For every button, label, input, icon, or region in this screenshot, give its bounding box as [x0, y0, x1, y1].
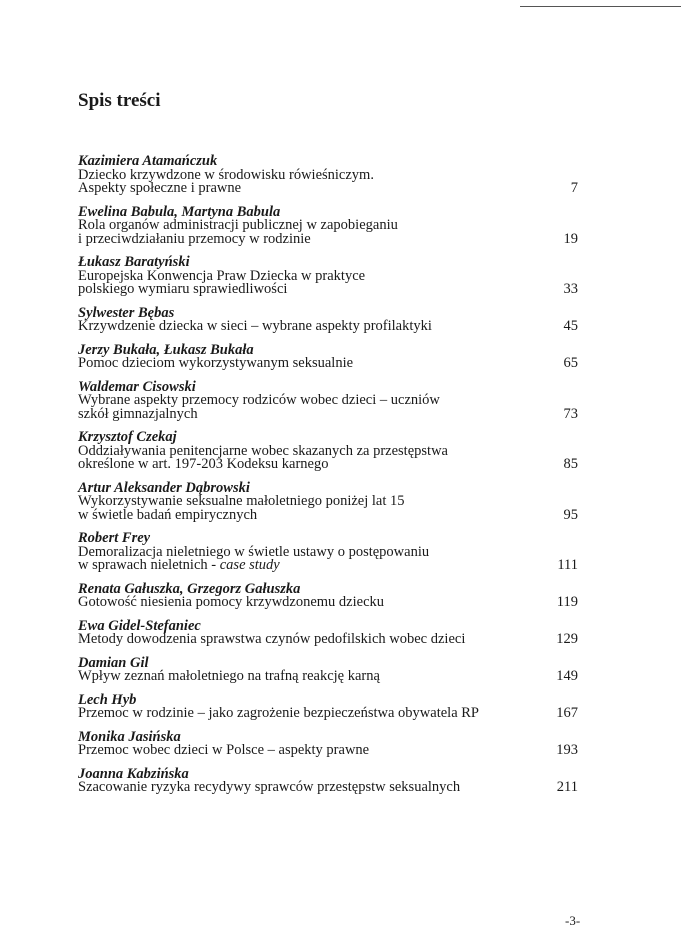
- toc-page-number: 193: [556, 742, 578, 758]
- toc-author: Renata Gałuszka, Grzegorz Gałuszka: [78, 580, 301, 597]
- toc-title-line: i przeciwdziałaniu przemocy w rodzinie: [78, 230, 311, 247]
- toc-title-line: Gotowość niesienia pomocy krzywdzonemu dziecku: [78, 594, 385, 610]
- toc-title-line: Aspekty społeczne i prawne: [78, 180, 242, 196]
- toc-author: Ewelina Babula, Martyna Babula: [78, 203, 281, 220]
- toc-title-line: Wybrane aspekty przemocy rodziców wobec dzieci – uczniów: [78, 392, 440, 408]
- toc-page-number: 119: [556, 594, 578, 610]
- toc-title-line: w świetle badań empirycznych: [78, 506, 258, 523]
- toc-author: Monika Jasińska: [78, 728, 181, 745]
- toc-page-number: 111: [557, 557, 578, 573]
- toc-entry[interactable]: [78, 656, 578, 684]
- toc-page-number: 19: [563, 230, 578, 247]
- toc-title-italic: case study: [219, 557, 280, 573]
- page-number-footer: -3-: [565, 913, 581, 928]
- toc-author: Ewa Gidel-Stefaniec: [78, 617, 201, 634]
- toc-entry[interactable]: [78, 730, 578, 758]
- toc-title-line: Europejska Konwencja Praw Dziecka w praktyce: [78, 267, 366, 284]
- toc-author: Damian Gil: [78, 654, 149, 671]
- page-title: Spis treści: [78, 90, 161, 111]
- toc-title-line: Wykorzystywanie seksualne małoletniego poniżej lat 15: [78, 493, 405, 509]
- toc-page-number: 167: [556, 705, 578, 721]
- toc-entry[interactable]: [78, 154, 578, 196]
- toc-author: Lech Hyb: [78, 691, 137, 708]
- toc-entry[interactable]: [78, 619, 578, 647]
- toc-title-text: w sprawach nieletnich -: [78, 557, 220, 573]
- toc-title-line: [78, 559, 578, 573]
- toc-title-line: Pomoc dzieciom wykorzystywanym seksualnie: [78, 355, 354, 371]
- toc-author: Robert Frey: [78, 530, 151, 546]
- toc-page-number: 129: [556, 631, 578, 647]
- toc-entry[interactable]: [78, 306, 578, 334]
- toc-page-number: 85: [563, 456, 578, 472]
- toc-title-line: Krzywdzenie dziecka w sieci – wybrane aspekty profilaktyki: [78, 318, 432, 334]
- toc-author: Joanna Kabzińska: [78, 765, 189, 782]
- toc-entry[interactable]: [78, 582, 578, 610]
- toc-page-number: 33: [563, 281, 578, 297]
- toc-entry[interactable]: [78, 430, 578, 472]
- toc-author: Jerzy Bukała, Łukasz Bukała: [78, 341, 254, 358]
- toc-author: Waldemar Cisowski: [78, 378, 196, 395]
- toc-page-number: 149: [556, 668, 578, 684]
- toc-title-line: polskiego wymiaru sprawiedliwości: [78, 281, 288, 297]
- toc-entry[interactable]: [78, 767, 578, 795]
- toc-author: Łukasz Baratyński: [78, 254, 190, 270]
- toc-entry[interactable]: [78, 255, 578, 297]
- toc-title-line: szkół gimnazjalnych: [78, 405, 198, 422]
- toc-entry[interactable]: [78, 343, 578, 371]
- toc-author: Kazimiera Atamańczuk: [78, 153, 218, 169]
- toc-entry[interactable]: [78, 693, 578, 721]
- toc-author: Krzysztof Czekaj: [78, 429, 177, 445]
- top-rule: [520, 6, 681, 7]
- toc-title-line: Rola organów administracji publicznej w zapobieganiu: [78, 217, 398, 233]
- toc-entry[interactable]: [78, 481, 578, 523]
- toc-page-number: 7: [570, 180, 578, 196]
- toc-author: Artur Aleksander Dąbrowski: [78, 479, 250, 496]
- toc-author: Sylwester Bębas: [78, 304, 175, 321]
- toc-title-line: Metody dowodzenia sprawstwa czynów pedofilskich wobec dzieci: [78, 631, 466, 647]
- toc-page-number: 65: [563, 355, 578, 371]
- toc-entry[interactable]: [78, 205, 578, 247]
- toc-page-number: 95: [563, 506, 578, 523]
- toc-title-line: Przemoc w rodzinie – jako zagrożenie bezpieczeństwa obywatela RP: [78, 705, 480, 721]
- table-of-contents: [78, 154, 578, 804]
- toc-page-number: 73: [563, 405, 578, 422]
- toc-title-line: Oddziaływania penitencjarne wobec skazanych za przestępstwa: [78, 442, 448, 459]
- toc-title-line: Wpływ zeznań małoletniego na trafną reakcję karną: [78, 668, 380, 684]
- toc-title-line: Dziecko krzywdzone w środowisku rówieśniczym.: [78, 166, 374, 183]
- toc-title-line: Szacowanie ryzyka recydywy sprawców przestępstw seksualnych: [78, 779, 461, 795]
- toc-page-number: 45: [563, 318, 578, 334]
- toc-page-number: 211: [556, 779, 578, 795]
- toc-entry[interactable]: [78, 531, 578, 573]
- toc-title-line: Przemoc wobec dzieci w Polsce – aspekty prawne: [78, 742, 370, 758]
- toc-title-line: Demoralizacja nieletniego w świetle ustawy o postępowaniu: [78, 543, 430, 560]
- toc-title-line: określone w art. 197-203 Kodeksu karnego: [78, 456, 329, 472]
- toc-entry[interactable]: [78, 380, 578, 422]
